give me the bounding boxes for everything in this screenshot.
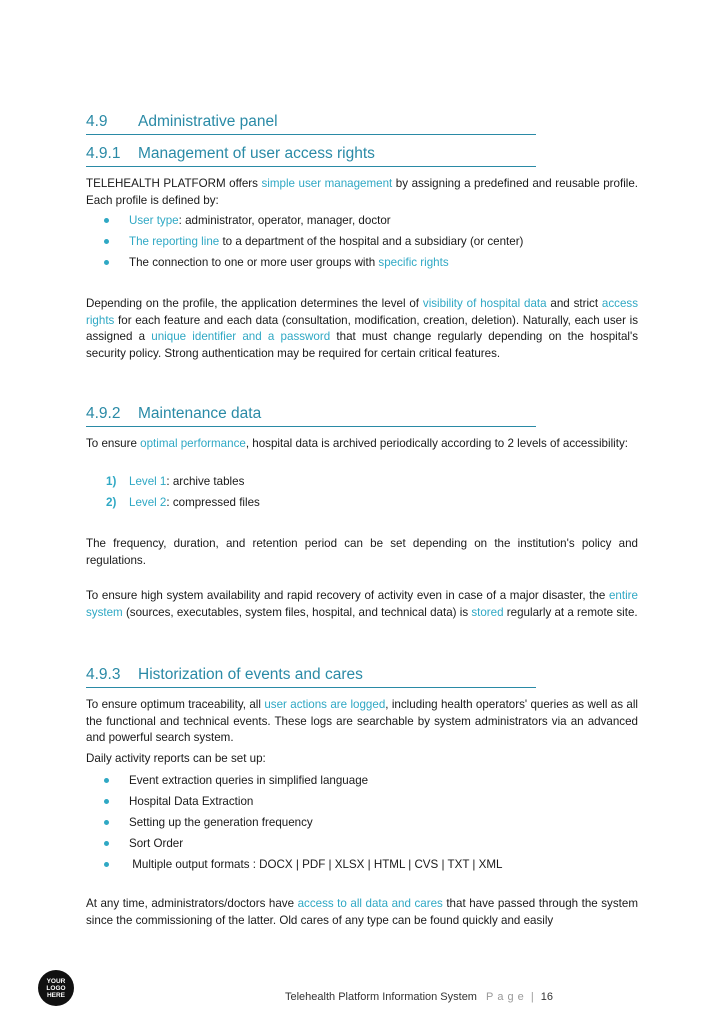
heading-4-9 [86,113,536,135]
reports-bullet-list [104,773,624,878]
list-item: User type: administrator, operator, manager, doctor [104,213,624,234]
footer-page-word: Page [486,991,528,1003]
footer-title: Telehealth Platform Information System [285,991,477,1003]
heading-title: Management of user access rights [138,145,375,162]
footer-separator: | [530,991,534,1003]
paragraph-traceability: To ensure optimum traceability, all user actions are logged, including health operators' queries as well as all the functional and technical events. These logs are searchable by system administrators via an advanced and powerful search system. [86,698,638,744]
heading-title: Administrative panel [138,113,278,130]
list-item: The connection to one or more user groups with specific rights [104,255,624,276]
logo-placeholder: YOUR LOGO HERE [38,970,74,1006]
list-item: Hospital Data Extraction [104,794,624,815]
profile-bullet-list [104,213,624,276]
list-item: Multiple output formats : DOCX | PDF | XLSX | HTML | CVS | TXT | XML [104,857,624,878]
bullet-icon [104,820,109,825]
bullet-icon [104,841,109,846]
heading-number: 4.9.3 [86,666,121,683]
bullet-icon [104,239,109,244]
paragraph-daily-reports: Daily activity reports can be set up: [86,752,266,765]
list-marker: 2) [106,496,117,509]
highlight-text: simple user management [261,177,393,190]
list-item: 2) Level 2: compressed files [106,496,260,509]
paragraph-user-management: TELEHEALTH PLATFORM offers simple user management by assigning a predefined and reusable profile. Each profile is defined by: [86,177,639,207]
heading-title: Maintenance data [138,405,262,422]
list-marker: 1) [106,475,117,488]
page-number: 16 [540,991,553,1003]
list-item: 1) Level 1: archive tables [106,475,245,488]
paragraph-data-access: At any time, administrators/doctors have access to all data and cares that have passed through the system since the commissioning of the latter. Old cares of any type can be found quickly and easily [86,897,638,927]
page-footer [285,991,553,1003]
heading-number: 4.9.1 [86,145,121,162]
heading-number: 4.9.2 [86,405,121,422]
paragraph-profile-access: Depending on the profile, the application determines the level of visibility of hospital data and strict access rights for each feature and each data (consultation, modification, creation, deletion). Naturally, each user is assigned a unique identifier and a password that must change regularly depending on the hospital's security policy. Strong authentication may be required for certain critical features. [86,297,639,360]
bullet-icon [104,799,109,804]
heading-4-9-2 [86,405,536,427]
levels-numbered-list [104,474,624,516]
heading-number: 4.9 [86,113,108,130]
paragraph-availability: To ensure high system availability and rapid recovery of activity even in case of a major disaster, the entire system (sources, executables, system files, hospital, and technical data) is stored regularly at a remote site. [86,589,638,619]
heading-4-9-1 [86,145,536,167]
paragraph-retention: The frequency, duration, and retention period can be set depending on the institution's policy and regulations. [86,537,638,567]
heading-title: Historization of events and cares [138,666,363,683]
paragraph-performance: To ensure optimal performance, hospital data is archived periodically according to 2 levels of accessibility: [86,437,628,450]
heading-4-9-3 [86,666,536,688]
list-item: Sort Order [104,836,624,857]
bullet-icon [104,260,109,265]
list-item: Setting up the generation frequency [104,815,624,836]
bullet-icon [104,218,109,223]
bullet-icon [104,862,109,867]
bullet-icon [104,778,109,783]
list-item: Event extraction queries in simplified language [104,773,624,794]
list-item: The reporting line to a department of the hospital and a subsidiary (or center) [104,234,624,255]
